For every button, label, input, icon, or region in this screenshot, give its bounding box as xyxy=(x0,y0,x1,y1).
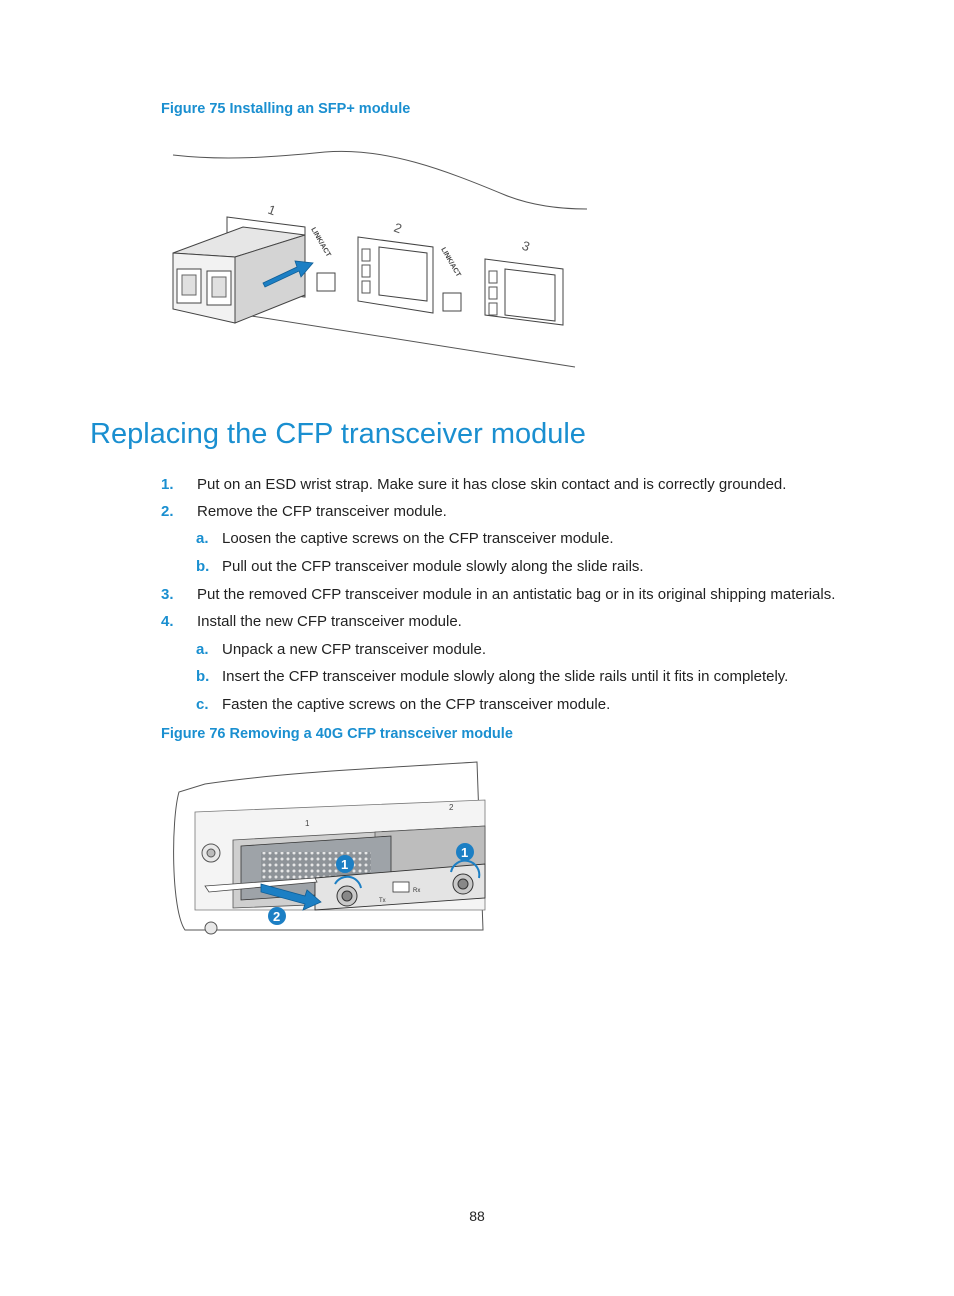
module-label-tx: Tx xyxy=(379,898,386,904)
step-text: Pull out the CFP transceiver module slowly along the slide rails. xyxy=(222,558,644,575)
step-number: 4. xyxy=(161,613,174,630)
page-number: 88 xyxy=(469,1208,485,1224)
step-letter: b. xyxy=(196,668,210,685)
link-act-label-2: LINK/ACT xyxy=(439,246,462,279)
callout-1-right: 1 xyxy=(461,845,469,860)
step-letter: a. xyxy=(196,641,209,658)
step-letter: a. xyxy=(196,530,209,547)
step-number: 1. xyxy=(161,476,174,493)
step-text: Insert the CFP transceiver module slowly along the slide rails until it fits in completely. xyxy=(222,668,789,685)
port-label-3: 3 xyxy=(519,237,532,255)
callout-1-left: 1 xyxy=(341,857,349,872)
step-letter: b. xyxy=(196,558,210,575)
port-label-2: 2 xyxy=(391,219,404,237)
step-number: 2. xyxy=(161,503,174,520)
step-text: Unpack a new CFP transceiver module. xyxy=(222,641,487,658)
callout-2: 2 xyxy=(273,909,281,924)
step-text: Fasten the captive screws on the CFP transceiver module. xyxy=(222,696,611,713)
step-letter: c. xyxy=(196,696,209,713)
figure-76-cfp-removal-illustration xyxy=(165,760,495,935)
figure-75-caption: Figure 75 Installing an SFP+ module xyxy=(161,101,411,117)
figure-76-caption: Figure 76 Removing a 40G CFP transceiver module xyxy=(161,726,513,742)
slot-label-1: 1 xyxy=(305,819,310,828)
step-text: Put on an ESD wrist strap. Make sure it has close skin contact and is correctly grounded. xyxy=(197,476,787,493)
step-text: Install the new CFP transceiver module. xyxy=(197,613,462,630)
step-text: Remove the CFP transceiver module. xyxy=(197,503,447,520)
slot-label-2: 2 xyxy=(449,803,454,812)
figure-75-sfp-install-illustration xyxy=(165,145,595,375)
module-label-rx: Rx xyxy=(413,888,421,894)
port-label-1: 1 xyxy=(265,201,278,219)
section-title: Replacing the CFP transceiver module xyxy=(90,418,586,450)
step-text: Loosen the captive screws on the CFP transceiver module. xyxy=(222,530,614,547)
step-text: Put the removed CFP transceiver module in an antistatic bag or in its original shipping materials. xyxy=(197,586,836,603)
step-number: 3. xyxy=(161,586,174,603)
link-act-label-1: LINK/ACT xyxy=(309,226,332,259)
